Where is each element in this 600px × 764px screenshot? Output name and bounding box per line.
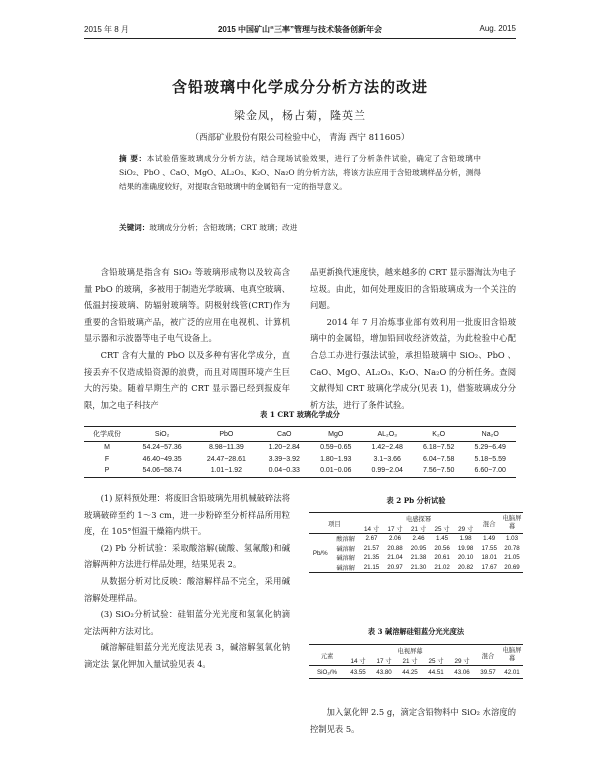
- table-cell: 1.49: [483, 535, 496, 543]
- table-cell: F: [104, 455, 110, 463]
- table-cell: 17.67: [477, 563, 501, 573]
- paper-title: 含铅玻璃中化学成分分析方法的改进: [171, 78, 428, 96]
- table2-mix-header: 混合: [477, 513, 501, 534]
- table-cell: 20.10: [457, 554, 474, 562]
- left-column-upper: [84, 264, 290, 413]
- table2-group-header: 电感探幂: [360, 513, 478, 524]
- table-cell: 6.60−7.00: [464, 465, 516, 477]
- table1-col-header: AL₂O₃: [361, 427, 412, 442]
- table2-header-row: [309, 513, 523, 524]
- table-cell: 7.56−7.50: [413, 465, 464, 477]
- table3-subcol: 25 寸: [423, 655, 449, 666]
- table-row: [309, 666, 523, 679]
- table1-col-header: PbO: [194, 427, 258, 442]
- table-cell: 43.06: [449, 666, 475, 679]
- paragraph: (1) 原料预处理：将废旧含铅玻璃先用机械破碎法将玻璃破碎至约 1～3 cm，进一步粉碎至分析样品所用粒度，在 105°恒温干燥箱内烘干。: [84, 493, 290, 537]
- table-cell: 39.57: [475, 666, 501, 679]
- table-cell: 24.47−28.61: [206, 455, 246, 463]
- table-cell: 20.82: [454, 563, 478, 573]
- table2-subcol: 29 寸: [454, 523, 478, 534]
- paragraph: (3) SiO₂分析试验：硅钼蓝分光光度和氢氧化钠滴定法两种方法对比。: [84, 609, 290, 636]
- table-cell: 6.04−7.58: [423, 455, 455, 463]
- table3-subcol: 14 寸: [345, 655, 371, 666]
- table-cell: 20.97: [383, 563, 407, 573]
- table-row: [309, 544, 523, 554]
- paragraph: (2) Pb 分析试验：采取酸溶解(硫酸、氢氟酸)和碱溶解两种方法进行样品处理，结果见表 2。: [84, 542, 290, 570]
- table1-caption: 表 1 CRT 玻璃化学成分: [260, 410, 340, 419]
- table-row: [84, 454, 516, 466]
- keywords: [119, 221, 481, 235]
- table-cell: 3.39−3.92: [268, 455, 300, 463]
- table-cell: 碱溶解: [336, 545, 355, 553]
- table-cell: 0.01−0.06: [310, 465, 361, 477]
- paragraph: CRT 含有大量的 PbO 以及多种有害化学成分，直接丢弃不仅造成铅资源的浪费，而且对周围环境产生巨大的污染。随着早期生产的 CRT 显示器已经到报废年限，加之电子科技产: [84, 349, 290, 410]
- table-cell: 1.80−1.93: [320, 455, 352, 463]
- table-cell: 20.88: [387, 544, 403, 552]
- table-cell: 5.18−5.59: [474, 455, 506, 463]
- table2-subcol: 21 寸: [407, 523, 431, 534]
- table-cell: M: [104, 444, 110, 452]
- table-cell: 21.30: [407, 563, 431, 573]
- table-cell: 1.20−2.84: [268, 444, 300, 452]
- table1: [84, 426, 516, 478]
- abstract-text: 本试验借鉴玻璃成分分析方法，结合现场试验效果，进行了分析条件试验，确定了含铅玻璃中 SiO₂、PbO 、CaO、MgO、AL₂O₃、K₂O、Na₂O 的分析方法，将该方法应用于含铅玻璃样品分析，测得结果的准确度较好，对提取含铅玻璃中的金属铅有一定的指导意义。: [119, 154, 481, 191]
- table3-subcol: 17 寸: [371, 655, 397, 666]
- table3-group-header: 电视屏幕: [345, 645, 475, 656]
- table-cell: 20.69: [501, 563, 523, 573]
- right-column-upper: [310, 264, 516, 413]
- table1-col-header: 化学成份: [84, 427, 130, 442]
- header-date: 2015 年 8 月: [84, 25, 129, 34]
- table3-lamp-header: 电脑屏幕: [501, 645, 523, 666]
- table-cell: 17.55: [481, 544, 497, 552]
- table2-item-header: 项目: [309, 513, 360, 534]
- table-cell: 44.51: [423, 666, 449, 679]
- table-cell: 54.24−57.36: [142, 444, 182, 452]
- paragraph: 加入氯化钾 2.5 g，滴定含铅物料中 SiO₂ 水溶度的控制见表 5。: [310, 707, 516, 734]
- table-cell: 21.02: [430, 563, 454, 573]
- table-cell: 42.01: [501, 666, 523, 679]
- table-row: [309, 553, 523, 563]
- table-cell: SiO₂/%: [309, 666, 345, 679]
- table-cell: 2.06: [388, 535, 402, 543]
- table2-row-label: Pb/%: [309, 534, 332, 573]
- paragraph: 从数据分析对比反映：酸溶解样品不完全，采用碱溶解处理样品。: [84, 575, 290, 603]
- table-cell: 8.98−11.39: [209, 444, 244, 452]
- table1-header-row: [84, 427, 516, 442]
- table3-subcol: 29 寸: [449, 655, 475, 666]
- abstract: [119, 152, 481, 194]
- table-cell: 2.67: [365, 535, 378, 543]
- table-cell: 46.40−49.35: [142, 455, 182, 463]
- table-cell: 20.56: [434, 544, 450, 552]
- table1-col-header: Na₂O: [464, 427, 516, 442]
- keywords-text: 玻璃成分分析；含铅玻璃；CRT 玻璃；改进: [149, 223, 298, 232]
- table-cell: 21.05: [504, 554, 520, 562]
- table-cell: 0.59−0.65: [320, 444, 352, 452]
- header-month: Aug. 2015: [479, 24, 516, 33]
- table-cell: 1.03: [505, 535, 519, 543]
- table3-item-header: 元素: [309, 645, 345, 666]
- table-cell: 21.38: [410, 554, 427, 562]
- table-cell: P: [84, 465, 130, 477]
- table-cell: 44.25: [397, 666, 423, 679]
- paragraph: 2014 年 7 月冶炼事业部有效利用一批废旧含铅玻璃中的金属铅，增加铅回收经济效益，为此检验中心配合总工办进行强法试验，承担铅玻璃中 SiO₂、PbO 、CaO、MgO、AL₂O₃、K₂O、Na₂O 的分析任务。查阅文献得知 CRT 玻璃化学成分(见表 1)，借鉴玻璃成分分析方法，进行了条件试验。: [310, 316, 516, 410]
- table-cell: 1.45: [436, 535, 449, 543]
- table3-header-row: [309, 645, 523, 656]
- table-cell: 酸溶解: [336, 536, 355, 544]
- table2-caption: 表 2 Pb 分析试验: [386, 496, 446, 505]
- paragraph: 碱溶解硅钼蓝分光光度法见表 3，碱溶解氢氧化钠滴定法 氯化钾加入量试验见表 4。: [84, 642, 290, 669]
- header-journal: 2015 中国矿山“三率”管理与技术装备创新年会: [217, 25, 383, 34]
- table1-col-header: K₂O: [413, 427, 464, 442]
- right-column-lower: [310, 704, 516, 737]
- table-cell: 21.57: [363, 544, 380, 552]
- table-cell: 21.04: [387, 554, 403, 562]
- table-row: [84, 442, 516, 454]
- table3-caption: 表 3 碱溶解硅钼蓝分光光度法: [367, 627, 465, 636]
- table-cell: 20.61: [434, 554, 450, 562]
- table3: [309, 644, 523, 679]
- table2-subcol: 14 寸: [360, 523, 384, 534]
- table-cell: 0.04−0.33: [259, 465, 310, 477]
- abstract-label: 摘 要：: [119, 154, 147, 163]
- table-cell: 0.99−2.04: [361, 465, 412, 477]
- table2-lamp-header: 电脑屏幕: [501, 513, 523, 534]
- table-row: [84, 465, 516, 477]
- table-cell: 43.80: [371, 666, 397, 679]
- table-cell: 20.78: [504, 544, 520, 552]
- table-cell: 1.98: [459, 535, 472, 543]
- table-cell: 21.15: [360, 563, 384, 573]
- table1-col-header: CaO: [259, 427, 310, 442]
- paragraph: 品更新换代速度快，越来越多的 CRT 显示器淘汰为电子垃圾。由此，如何处理废旧的含铅玻璃成为一个关注的问题。: [310, 267, 516, 311]
- table2-subcol: 17 寸: [383, 523, 407, 534]
- table-cell: 5.29−6.49: [474, 444, 506, 452]
- table-cell: 43.55: [345, 666, 371, 679]
- table1-col-header: SiO₂: [130, 427, 194, 442]
- paragraph: 含铅玻璃是指含有 SiO₂ 等玻璃形成物以及较高含量 PbO 的玻璃，多被用于制造光学玻璃、电真空玻璃、低温封接玻璃、防辐射玻璃等。阴极射线管(CRT)作为重要的含铅玻璃产品，被广泛的应用在电视机、计算机显示器和示波器等电子电气设备上。: [84, 267, 290, 344]
- table-cell: 6.18−7.52: [423, 444, 455, 452]
- table-cell: 18.01: [481, 554, 497, 562]
- table-cell: 碱溶解: [332, 563, 360, 573]
- table-row: [309, 534, 523, 544]
- table-cell: 19.98: [457, 544, 474, 552]
- table-cell: 2.46: [412, 535, 425, 543]
- table3-mix-header: 混合: [475, 645, 501, 666]
- table2-subcol: 25 寸: [430, 523, 454, 534]
- table-cell: 1.01−1.92: [194, 465, 258, 477]
- affiliation: （西部矿业股份有限公司检验中心， 青海 西宁 811605）: [190, 133, 410, 143]
- table-cell: 20.95: [410, 544, 427, 552]
- table-cell: 3.1−3.66: [373, 455, 401, 463]
- table3-subcol: 21 寸: [397, 655, 423, 666]
- table-cell: 碱溶解: [336, 555, 355, 563]
- table-row: [309, 563, 523, 573]
- authors: 梁金凤，杨占菊，隆英兰: [234, 109, 366, 122]
- table1-col-header: MgO: [310, 427, 361, 442]
- table-cell: 21.35: [363, 554, 380, 562]
- header-rule: [84, 38, 516, 39]
- table-cell: 1.42−2.48: [371, 444, 403, 452]
- table2: [309, 512, 523, 573]
- left-column-lower: [84, 490, 290, 673]
- table-cell: 54.06−58.74: [130, 465, 194, 477]
- keywords-label: 关键词：: [119, 223, 150, 232]
